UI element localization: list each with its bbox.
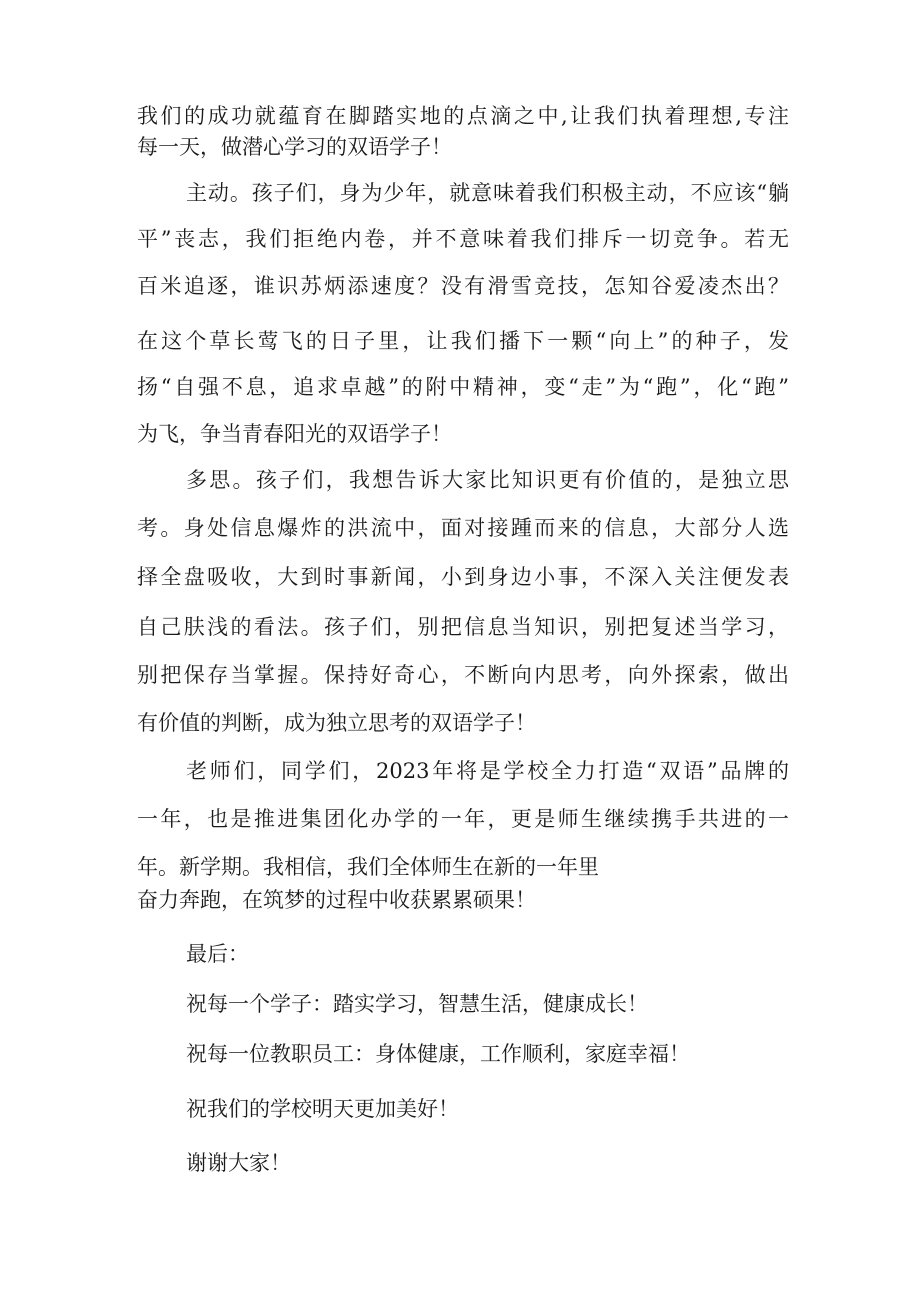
text-line: 在这个草长莺飞的日子里，让我们播下一颗“向上”的种子，发: [137, 329, 789, 353]
text-line: 主动。孩子们，身为少年，就意味着我们积极主动，不应该“躺: [186, 181, 789, 205]
text-line: 有价值的判断，成为独立思考的双语学子！: [137, 711, 536, 735]
text-line: 百米追逐，谁识苏炳添速度？没有滑雪竞技，怎知谷爱凌杰出？: [137, 274, 789, 298]
text-line: 别把保存当掌握。保持好奇心，不断向内思考，向外探索，做出: [137, 663, 789, 687]
text-line: 平”丧志，我们拒绝内卷，并不意味着我们排斥一切竞争。若无: [137, 227, 789, 251]
wish-school: 祝我们的学校明天更加美好！: [186, 1097, 459, 1121]
text-line: 年。新学期。我相信，我们全体师生在新的一年里: [137, 855, 599, 879]
text-line: 每一天，做潜心学习的双语学子！: [137, 135, 452, 159]
text-line: 自己肤浅的看法。孩子们，别把信息当知识，别把复述当学习，: [137, 615, 789, 639]
text-line: 老师们，同学们，2023年将是学校全力打造“双语”品牌的: [186, 759, 789, 783]
wish-students: 祝每一个学子：踏实学习，智慧生活，健康成长！: [186, 992, 648, 1016]
wish-staff: 祝每一位教职员工：身体健康，工作顺利，家庭幸福！: [186, 1042, 690, 1066]
text-line: 考。身处信息爆炸的洪流中，面对接踵而来的信息，大部分人选: [137, 516, 789, 540]
text-line: 为飞，争当青春阳光的双语学子！: [137, 422, 452, 446]
text-line: 扬“自强不息，追求卓越”的附中精神，变“走”为“跑”，化“跑”: [137, 375, 789, 399]
text-line: 择全盘吸收，大到时事新闻，小到身边小事，不深入关注便发表: [137, 565, 789, 589]
text-line: 一年，也是推进集团化办学的一年，更是师生继续携手共进的一: [137, 807, 789, 831]
text-line: 我们的成功就蕴育在脚踏实地的点滴之中,让我们执着理想,专注: [137, 104, 789, 128]
text-line: 多思。孩子们，我想告诉大家比知识更有价值的，是独立思: [186, 468, 789, 492]
closing-thanks: 谢谢大家！: [186, 1151, 291, 1175]
text-line: 奋力奔跑，在筑梦的过程中收获累累硕果！: [137, 888, 536, 912]
closing-heading: 最后：: [186, 942, 249, 966]
